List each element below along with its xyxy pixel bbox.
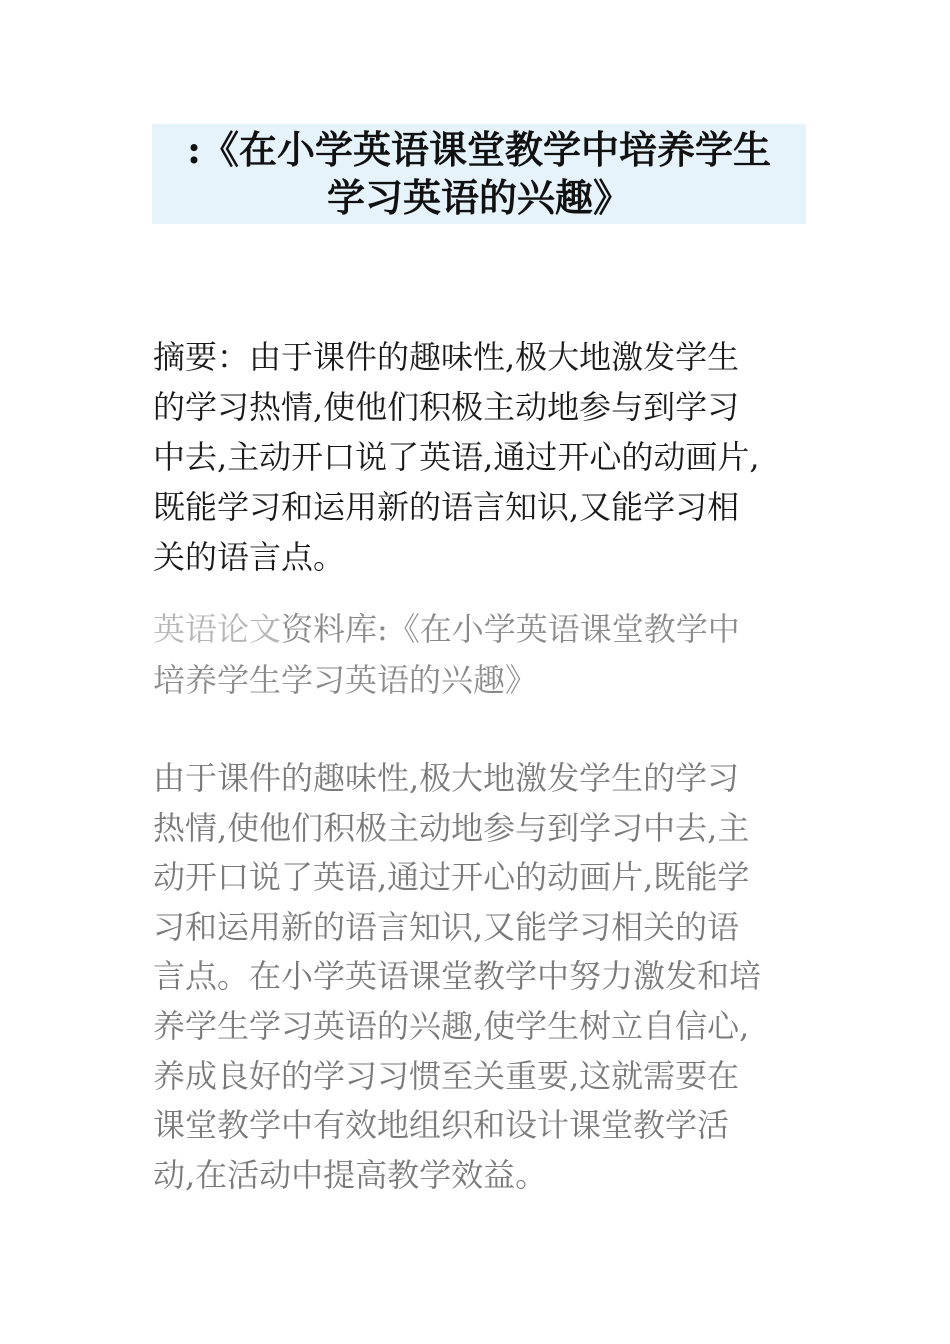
body-line: 动,在活动中提高教学效益。 xyxy=(153,1155,548,1194)
title-line: :《在小学英语课堂教学中培养学生 xyxy=(186,127,772,172)
abstract-paragraph xyxy=(153,332,813,582)
title-highlight-box xyxy=(152,124,806,224)
source-line xyxy=(153,604,813,655)
body-line: 养学生学习英语的兴趣,使学生树立自信心, xyxy=(153,1006,750,1045)
abstract-line: 既能学习和运用新的语言知识,又能学习相 xyxy=(153,488,740,526)
body-line: 习和运用新的语言知识,又能学习相关的语 xyxy=(153,907,740,946)
body-line: 言点。在小学英语课堂教学中努力激发和培 xyxy=(153,957,762,996)
body-line: 课堂教学中有效地组织和设计课堂教学活 xyxy=(153,1106,730,1145)
title-line: 学习英语的兴趣》 xyxy=(326,175,631,220)
body-line: 热情,使他们积极主动地参与到学习中去,主 xyxy=(153,808,750,847)
body-line: 动开口说了英语,通过开心的动画片,既能学 xyxy=(153,858,750,897)
abstract-line: 中去,主动开口说了英语,通过开心的动画片, xyxy=(153,438,760,476)
abstract-line: 摘要：由于课件的趣味性,极大地激发学生 xyxy=(153,338,740,376)
source-text: 资料库:《在小学英语课堂教学中 xyxy=(281,610,740,648)
source-line: 培养学生学习英语的兴趣》 xyxy=(153,661,538,699)
body-line: 由于课件的趣味性,极大地激发学生的学习 xyxy=(153,759,740,797)
document-title xyxy=(152,126,806,222)
abstract-line: 关的语言点。 xyxy=(153,538,346,576)
abstract-line: 的学习热情,使他们积极主动地参与到学习 xyxy=(153,388,740,426)
body-line: 养成良好的学习习惯至关重要,这就需要在 xyxy=(153,1056,740,1095)
source-label: 英语论文 xyxy=(153,610,282,648)
body-paragraph xyxy=(153,754,813,1200)
source-paragraph xyxy=(153,604,813,706)
